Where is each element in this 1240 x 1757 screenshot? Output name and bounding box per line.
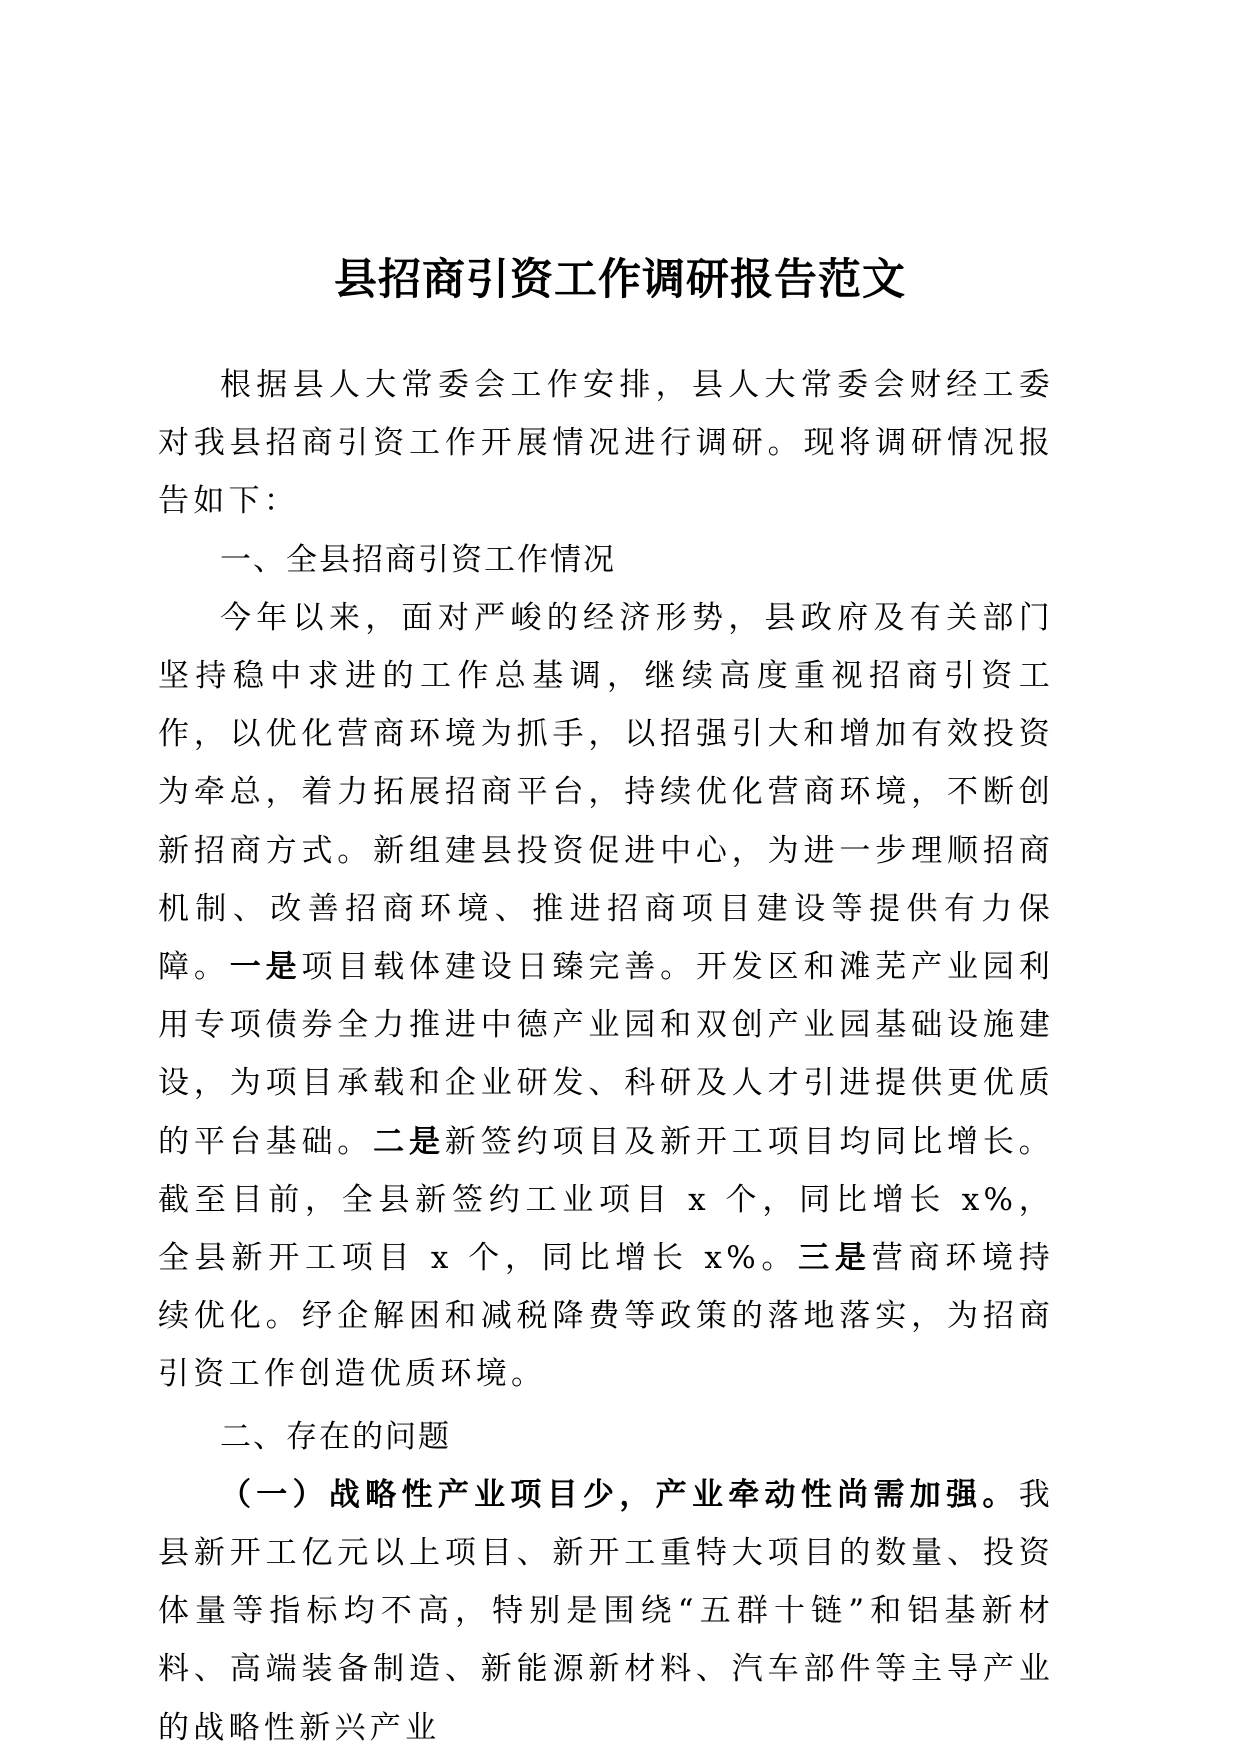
section-2-paragraph xyxy=(158,1466,1054,1757)
point-3-text: 营商环境持续优化。纾企解困和减税降费等政策的落地落实，为招商引资工作创造优质环境。 xyxy=(158,1240,1055,1393)
section-2-heading: 二、存在的问题 xyxy=(220,1418,451,1455)
point-2-text: 新签约项目及新开工项目均同比增长。截至目前，全县新签约工业项目 x 个，同比增长 x%，全县新开工项目 x 个，同比增长 x%。 xyxy=(158,1123,1054,1277)
point-2-label: 二是 xyxy=(373,1123,445,1160)
intro-paragraph: 根据县人大常委会工作安排，县人大常委会财经工委对我县招商引资工作开展情况进行调研。现将调研情况报告如下： xyxy=(158,367,1054,520)
document-title: 县招商引资工作调研报告范文 xyxy=(334,255,906,305)
section-1-heading: 一、全县招商引资工作情况 xyxy=(220,541,616,578)
section-1-text: 今年以来，面对严峻的经济形势，县政府及有关部门坚持稳中求进的工作总基调，继续高度重视招商引资工作，以优化营商环境为抓手，以招强引大和增加有效投资为牵总，着力拓展招商平台，持续优化营商环境，不断创新招商方式。新组建县投资促进中心，为进一步理顺招商机制、改善招商环境、推进招商项目建设等提供有力保障。 xyxy=(158,599,1054,986)
point-3-label: 三是 xyxy=(798,1240,872,1277)
point-1-text: 项目载体建设日臻完善。开发区和滩芜产业园利用专项债券全力推进中德产业园和双创产业园基础设施建设，为项目承载和企业研发、科研及人才引进提供更优质的平台基础。 xyxy=(158,949,1054,1160)
section-1-paragraph xyxy=(158,589,1054,1404)
document-body xyxy=(158,356,1054,1757)
subsection-1-text: 我县新开工亿元以上项目、新开工重特大项目的数量、投资体量等指标均不高，特别是围绕“五群十链”和铝基新材料、高端装备制造、新能源新材料、汽车部件等主导产业的战略性新兴产业 xyxy=(158,1476,1054,1746)
subsection-1-title: （一）战略性产业项目少，产业牵动性尚需加强。 xyxy=(220,1476,1019,1513)
point-1-label: 一是 xyxy=(229,949,302,986)
